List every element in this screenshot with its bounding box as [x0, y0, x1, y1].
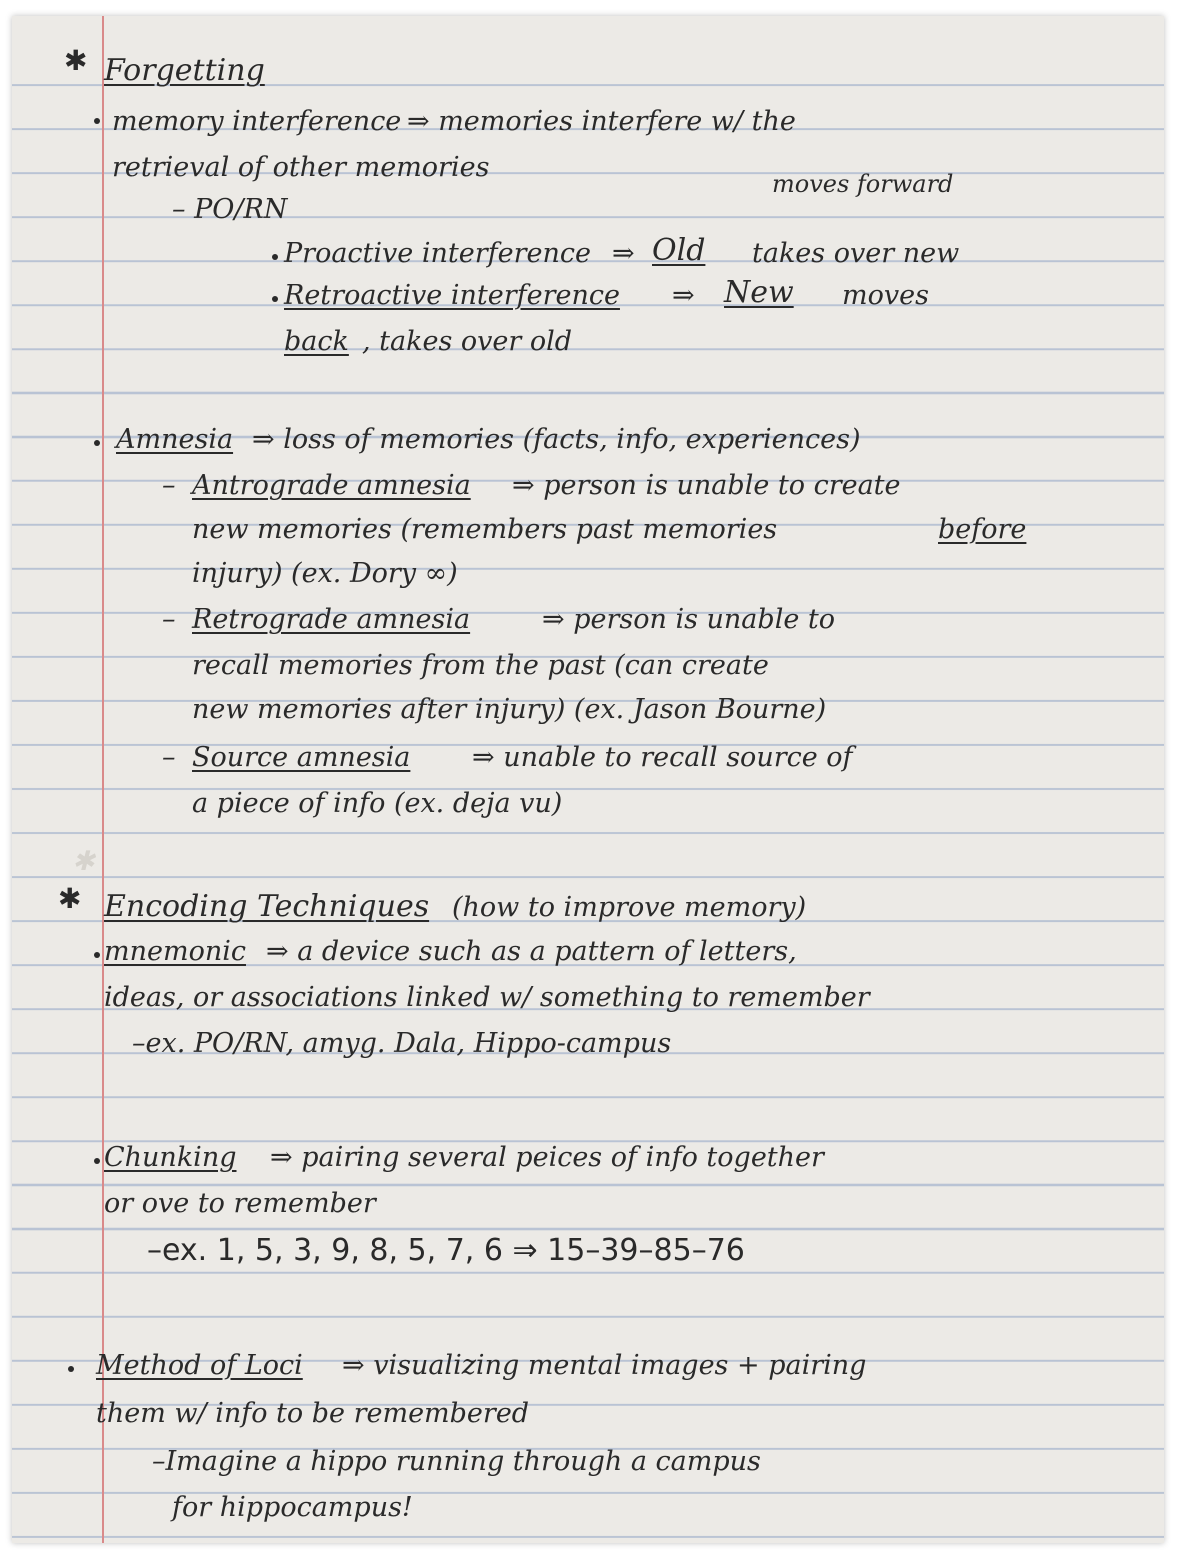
chunking-definition: ⇒ pairing several peices of info together — [270, 1142, 824, 1173]
loci-line2: them w/ info to be remembered — [96, 1398, 530, 1429]
loci-example-cont: for hippocampus! — [172, 1492, 413, 1523]
heading-forgetting: Forgetting — [104, 53, 265, 88]
dash: – — [162, 470, 176, 501]
chunking-example: –ex. 1, 5, 3, 9, 8, 5, 7, 6 ⇒ 15–39–85–76 — [147, 1233, 745, 1268]
mnemonic-example: –ex. PO/RN, amyg. Dala, Hippo-campus — [132, 1028, 672, 1059]
chunking-line2: or ove to remember — [104, 1188, 376, 1219]
interference-note-above: moves forward — [772, 170, 954, 198]
loci-term: Method of Loci — [96, 1350, 303, 1381]
antero-line2: new memories (remembers past memories — [192, 514, 778, 545]
source-line2: a piece of info (ex. deja vu) — [192, 788, 563, 819]
retroactive-new: New — [724, 275, 794, 310]
interference-term: memory interference — [112, 106, 402, 137]
loci-definition: ⇒ visualizing mental images + pairing — [342, 1350, 867, 1381]
antero-line3: injury) (ex. Dory ∞) — [192, 558, 458, 589]
proactive-rest: takes over new — [752, 238, 960, 269]
retroactive-rest: moves — [842, 280, 929, 311]
loci-example: –Imagine a hippo running through a campus — [152, 1446, 761, 1477]
bullet-dot — [272, 296, 278, 302]
retro-line2: recall memories from the past (can create — [192, 650, 769, 681]
retroactive-cont-rest: , takes over old — [362, 326, 573, 357]
interference-definition: ⇒ memories interfere w/ the — [407, 106, 796, 137]
margin-line — [102, 16, 104, 1543]
notebook-page — [12, 16, 1164, 1543]
retro-definition: ⇒ person is unable to — [542, 604, 835, 635]
dash: – — [162, 604, 176, 635]
mnemonic-line2: ideas, or associations linked w/ something to remember — [104, 982, 870, 1013]
proactive-old: Old — [652, 233, 706, 268]
antero-line2-before: before — [938, 514, 1027, 545]
retro-line3: new memories after injury) (ex. Jason Bourne) — [192, 694, 827, 725]
bullet-dot — [94, 952, 100, 958]
interference-acronym: – PO/RN — [172, 194, 288, 225]
heading-encoding: Encoding Techniques — [104, 889, 430, 924]
erased-smudge: ✱ — [72, 846, 95, 877]
bullet-dot — [94, 440, 100, 446]
source-definition: ⇒ unable to recall source of — [472, 742, 853, 773]
source-term: Source amnesia — [192, 742, 411, 773]
retroactive-term: Retroactive interference — [284, 280, 620, 311]
interference-definition-cont: retrieval of other memories — [112, 152, 490, 183]
bullet-dot — [68, 1366, 74, 1372]
dash: – — [162, 742, 176, 773]
amnesia-term: Amnesia — [116, 424, 234, 455]
antero-term: Antrograde amnesia — [192, 470, 471, 501]
star-icon: ✱ — [64, 44, 88, 77]
retroactive-arrow: ⇒ — [672, 280, 695, 311]
star-icon: ✱ — [58, 882, 82, 915]
mnemonic-definition: ⇒ a device such as a pattern of letters, — [266, 936, 797, 967]
retroactive-cont-back: back — [284, 326, 349, 357]
antero-definition: ⇒ person is unable to create — [512, 470, 901, 501]
bullet-dot — [94, 1158, 100, 1164]
bullet-dot — [94, 118, 100, 124]
proactive-arrow: ⇒ — [612, 238, 635, 269]
bullet-dot — [272, 254, 278, 260]
heading-encoding-note: (how to improve memory) — [452, 892, 807, 923]
mnemonic-term: mnemonic — [104, 936, 246, 967]
chunking-term: Chunking — [104, 1142, 237, 1173]
retro-term: Retrograde amnesia — [192, 604, 471, 635]
amnesia-definition: ⇒ loss of memories (facts, info, experiences) — [252, 424, 861, 455]
proactive-term: Proactive interference — [284, 238, 591, 269]
